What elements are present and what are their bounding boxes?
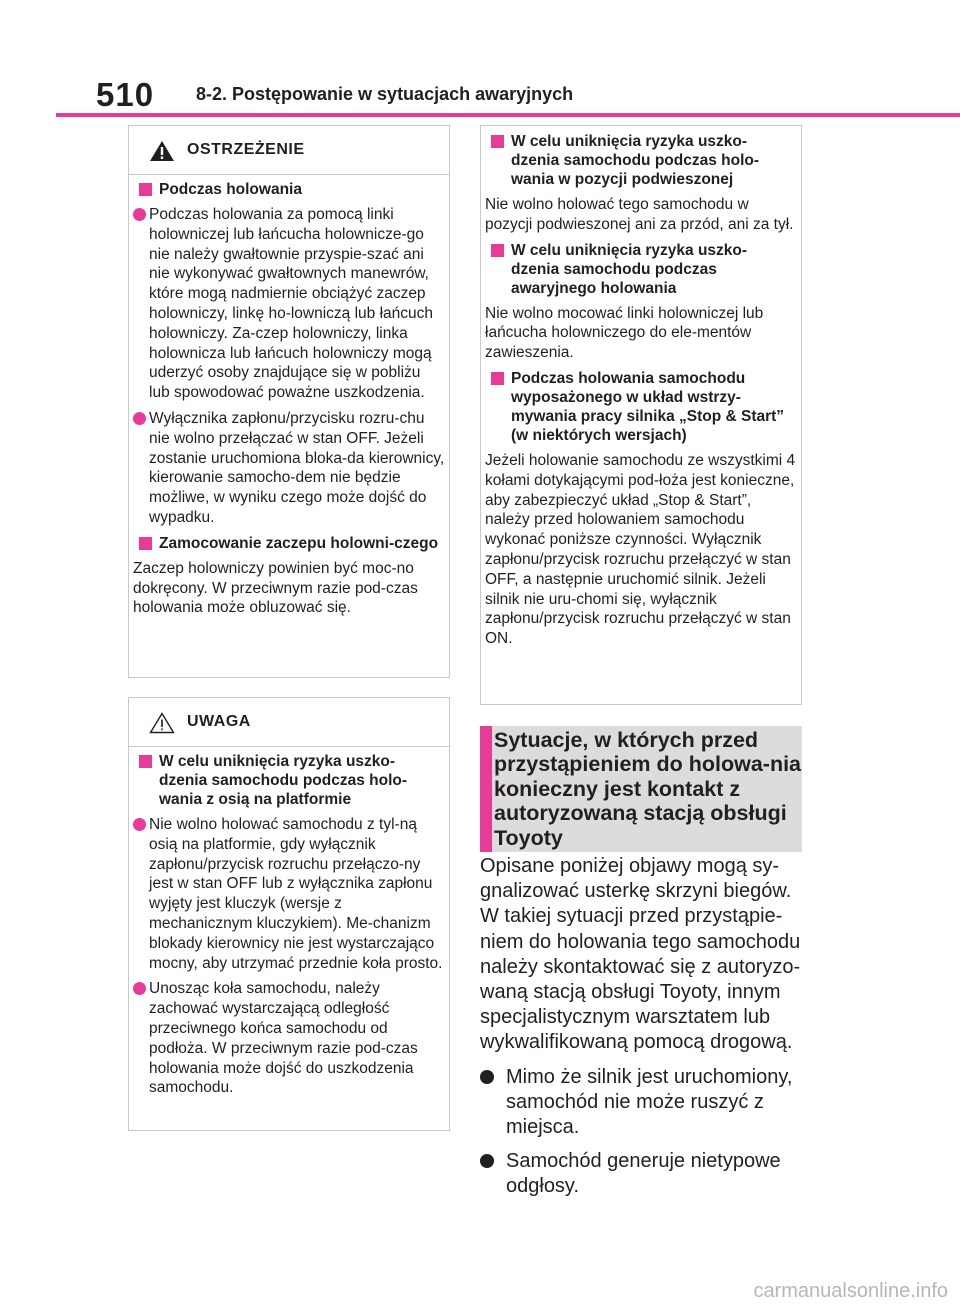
caution-bullet-1: Nie wolno holować samochodu z tyl-ną osią na platformie, gdy wyłącznik zapłonu/przycisk rozruchu przełączo-ny jest w stan OFF lub z wyłącznika zapłonu wyjęty jest kluczyk (wersje z mechanicznym kluczykiem). Me-chanizm blokady kierownicy nie jest wystarczająco mocny, aby utrzymać przednie koła prosto. xyxy=(133,815,445,973)
round-bullet-icon xyxy=(480,1070,494,1084)
square-bullet-icon xyxy=(491,372,504,385)
round-bullet-icon xyxy=(133,818,146,831)
warning-bullet-2: Wyłącznika zapłonu/przycisku rozru-chu nie wolno przełączać w stan OFF. Jeżeli zostanie uruchomiona bloka-da kierownicy, kierowanie samocho-dem nie będzie możliwe, w wyniku czego może dojść do wypadku. xyxy=(133,409,445,528)
caution-continuation-box xyxy=(480,125,802,705)
main-bullet-1: Mimo że silnik jest uruchomiony, samochód nie może ruszyć z miejsca. xyxy=(480,1065,810,1141)
main-bullet-2: Samochód generuje nietypowe odgłosy. xyxy=(480,1149,810,1199)
warning-body xyxy=(129,178,449,624)
heading-stop-start: Podczas holowania samochodu wyposażonego w układ wstrzy-mywania pracy silnika „Stop & Start” (w niektórych wersjach) xyxy=(487,369,795,445)
page-number: 510 xyxy=(96,76,155,113)
caution-box xyxy=(128,697,450,1131)
warning-header xyxy=(129,126,449,175)
caution-header xyxy=(129,698,449,747)
round-bullet-icon xyxy=(133,982,146,995)
header-divider xyxy=(56,113,960,117)
warning-title: OSTRZEŻENIE xyxy=(187,141,305,158)
section-title: 8-2. Postępowanie w sytuacjach awaryjnych xyxy=(196,84,574,104)
paragraph-suspended-towing: Nie wolno holować tego samochodu w pozycji podwieszonej ani za przód, ani za tył. xyxy=(485,196,794,233)
square-bullet-icon xyxy=(491,244,504,257)
warning-box xyxy=(128,125,450,678)
warning-heading-hook: Zamocowanie zaczepu holowni-czego xyxy=(135,534,443,553)
square-bullet-icon xyxy=(491,135,504,148)
warning-paragraph-hook: Zaczep holowniczy powinien być moc-no dokręcony. W przeciwnym razie pod-czas holowania może obluzować się. xyxy=(133,559,418,617)
paragraph-emergency-towing: Nie wolno mocować linki holowniczej lub łańcucha holowniczego do ele-mentów zawieszenia. xyxy=(485,304,764,362)
square-bullet-icon xyxy=(139,183,152,196)
square-bullet-icon xyxy=(139,537,152,550)
heading-suspended-towing: W celu uniknięcia ryzyka uszko-dzenia samochodu podczas holo-wania w pozycji podwieszonej xyxy=(487,132,795,189)
paragraph-stop-start: Jeżeli holowanie samochodu ze wszystkimi 4 kołami dotykającymi pod-łoża jest konieczne, aby zabezpieczyć układ „Stop & Start”, należy przed holowaniem samochodu wykonać poniższe czynności. Wyłącznik zapłonu/przycisk rozruchu przełączyć w stan OFF, a następnie uruchomić silnik. Jeżeli silnik nie uru-chomi się, wyłącznik zapłonu/przycisk rozruchu przełączyć w stan ON. xyxy=(485,451,796,648)
caution-body xyxy=(129,750,449,1104)
intro-paragraph: Opisane poniżej objawy mogą sy-gnalizować usterkę skrzyni biegów. W takiej sytuacji przed przystąpie-niem do holowania tego samochodu należy skontaktować się z autoryzo-waną stacją obsługi Toyoty, innym specjalistycznym warsztatem lub wykwalifikowaną pomocą drogową. xyxy=(480,855,801,1054)
round-bullet-icon xyxy=(133,208,146,221)
round-bullet-icon xyxy=(133,412,146,425)
warning-heading-towing: Podczas holowania xyxy=(135,180,443,199)
page-header xyxy=(0,0,960,118)
main-text xyxy=(480,854,810,1209)
caution-triangle-icon xyxy=(149,712,175,734)
warning-bullet-1: Podczas holowania za pomocą linki holowniczej lub łańcucha holownicze-go nie należy gwałtownie przyspie-szać ani nie wykonywać gwałtownych manewrów, które mogą nadmiernie obciążyć zaczep holowniczy, linkę ho-lowniczą lub łańcuch holowniczy. Za-czep holowniczy, linka holownicza lub łańcuch holowniczy mogą uderzyć osoby znajdujące się w pobliżu lub spowodować poważne uszkodzenia. xyxy=(133,205,445,403)
watermark: carmanualsonline.info xyxy=(753,1280,948,1302)
caution-heading-platform: W celu uniknięcia ryzyka uszko-dzenia samochodu podczas holo-wania z osią na platformie xyxy=(135,752,443,809)
round-bullet-icon xyxy=(480,1154,494,1168)
square-bullet-icon xyxy=(139,755,152,768)
section-banner xyxy=(480,726,802,852)
warning-triangle-icon xyxy=(149,140,175,162)
caution-title: UWAGA xyxy=(187,713,251,730)
heading-emergency-towing: W celu uniknięcia ryzyka uszko-dzenia samochodu podczas awaryjnego holowania xyxy=(487,241,795,298)
banner-accent-bar xyxy=(480,726,492,852)
banner-title: Sytuacje, w których przed przystąpieniem do holowa-nia konieczny jest kontakt z autoryzowaną stacją obsługi Toyoty xyxy=(494,728,802,850)
caution-bullet-2: Unosząc koła samochodu, należy zachować wystarczającą odległość przeciwnego końca samochodu od podłoża. W przeciwnym razie pod-czas holowania może dojść do uszkodzenia samochodu. xyxy=(133,979,445,1098)
continuation-body xyxy=(481,130,801,655)
